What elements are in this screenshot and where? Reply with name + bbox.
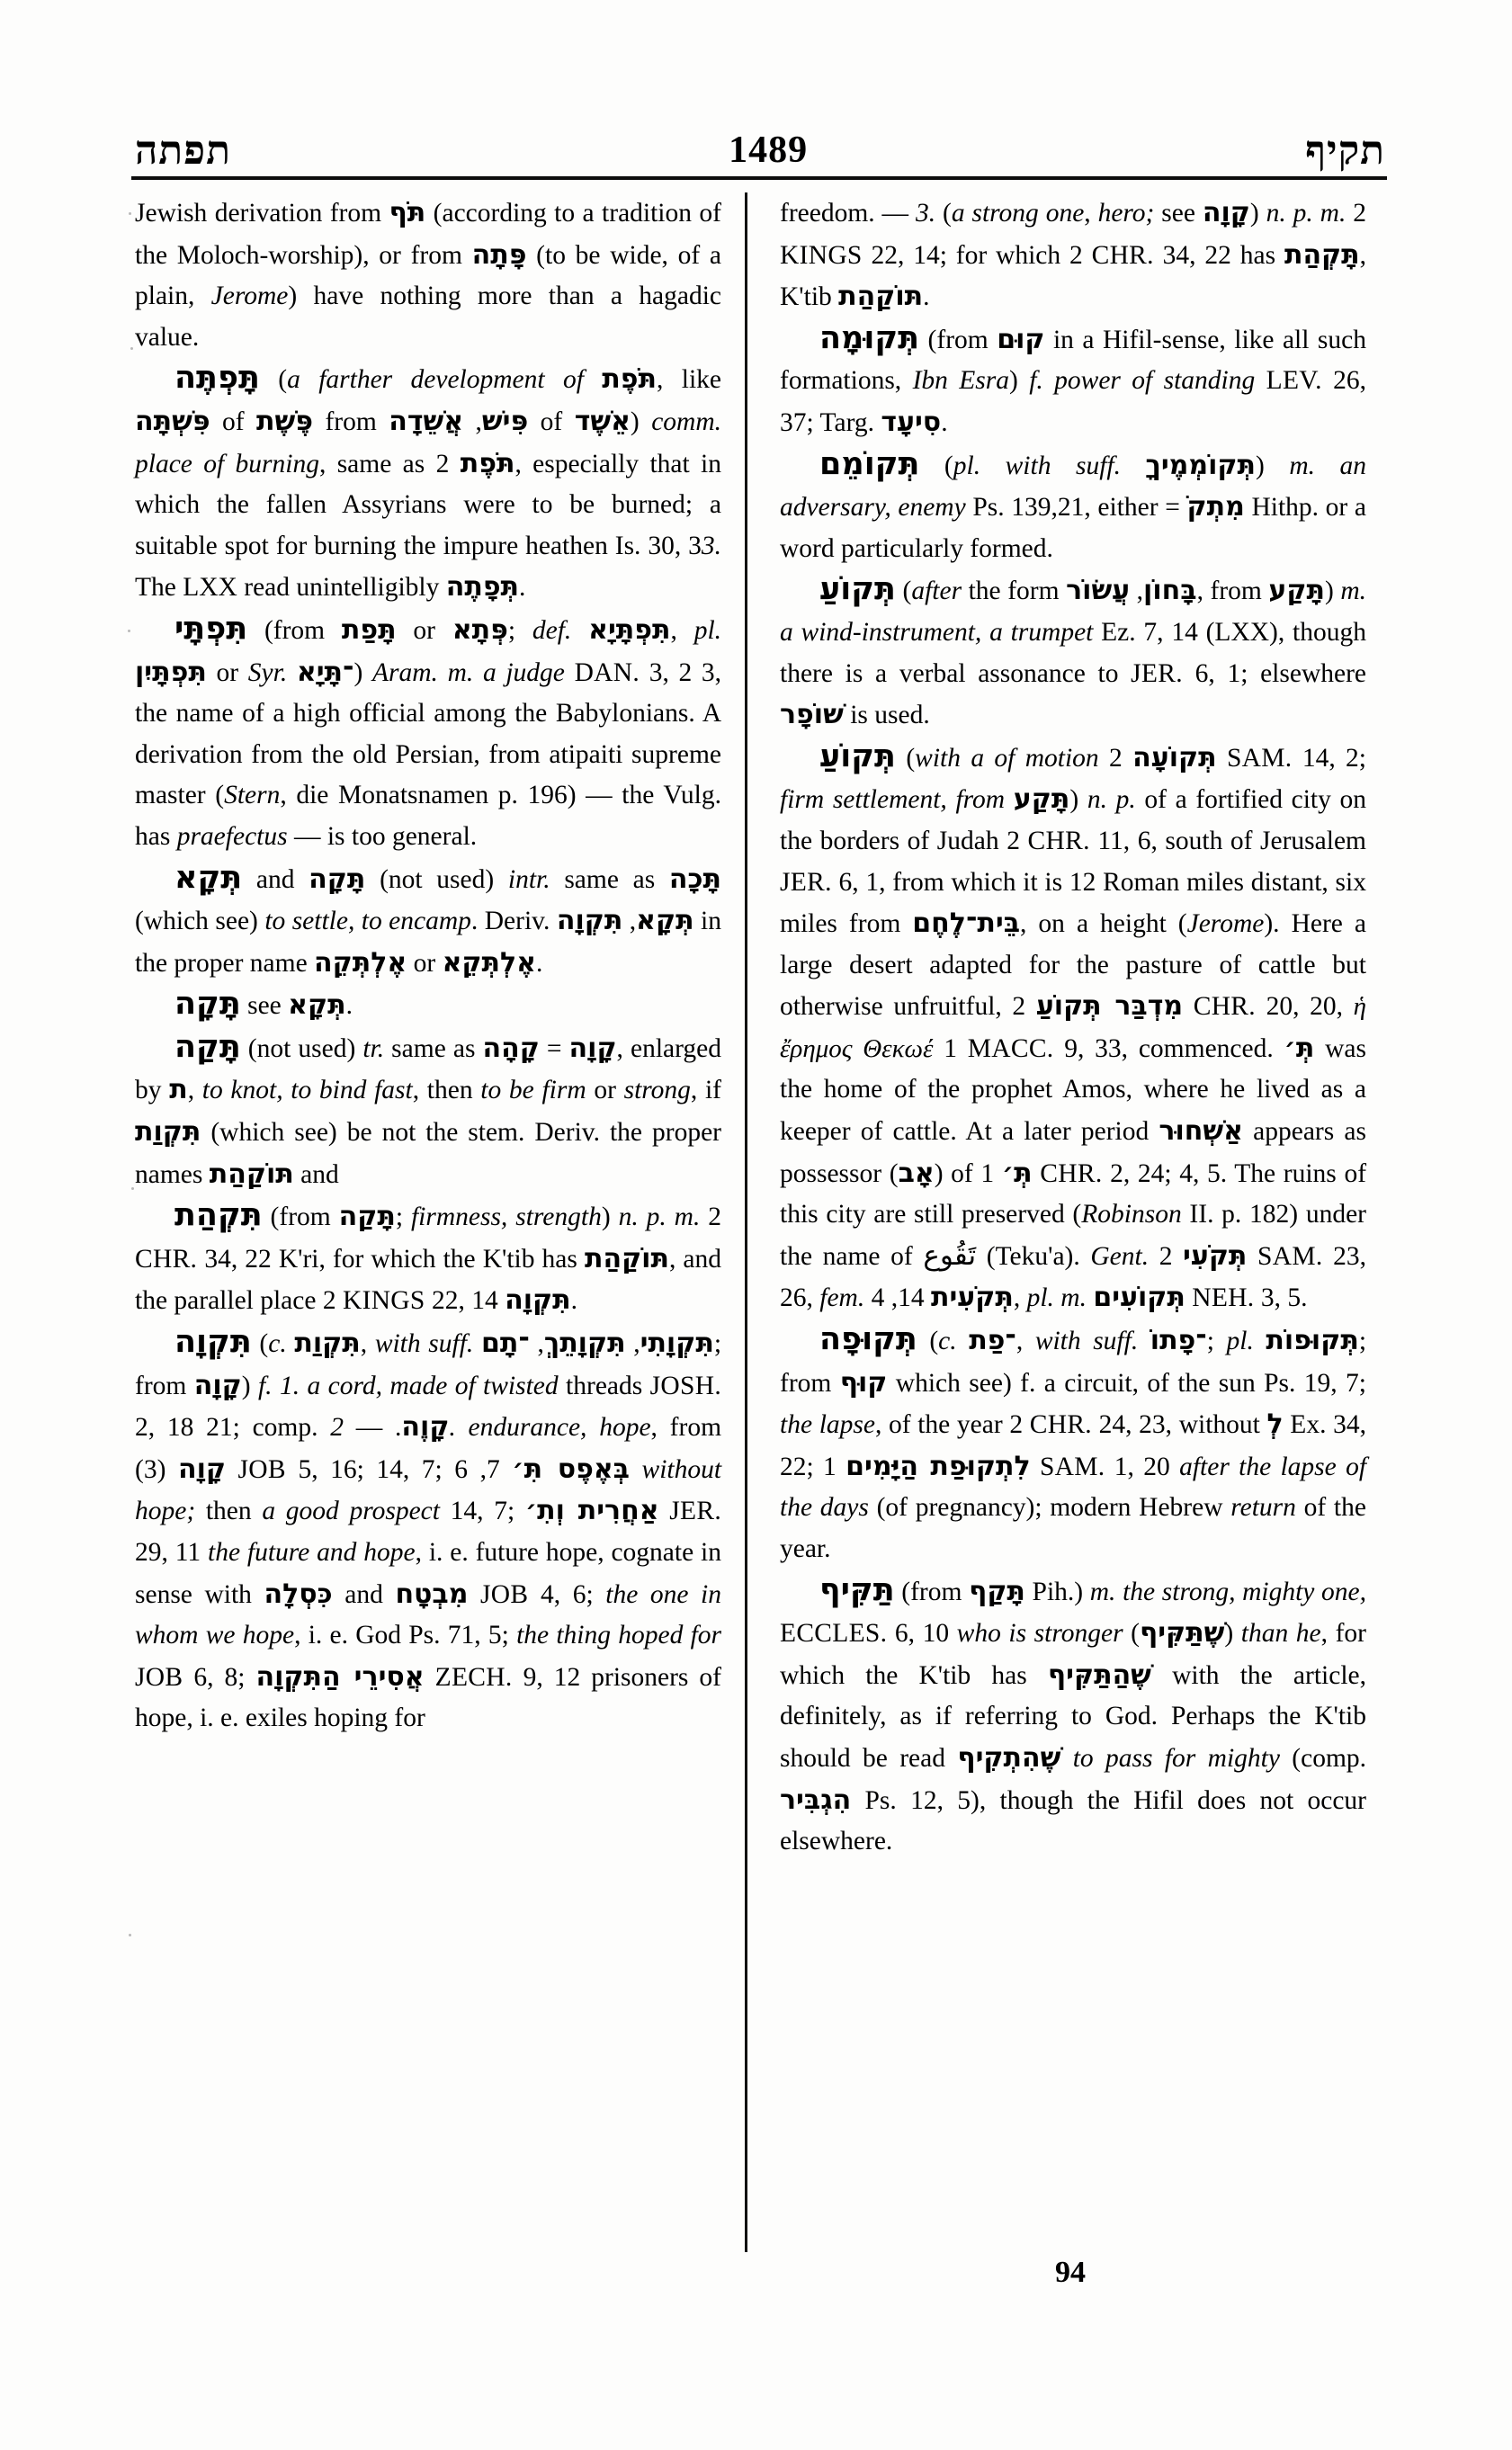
hebrew-word: תְּ׳	[1001, 1157, 1033, 1189]
dictionary-entry: תְּקוּפָה (c. ־פַת, with suff. ־פָתוֹ; pl. תְּקוּפוֹת; from קוּף which see) f. a circuit, of the sun Ps. 19, 7; the lapse, of the year 2 CHR. 24, 23, without לְ Ex. 34, 22; לִתְקוּפַת הַיָּמִים 1 SAM. 1, 20 after the lapse of the days (of pregnancy); modern Hebrew return of the year.	[780, 1321, 1367, 1563]
hebrew-word: אַשְׁחוּר	[1159, 1115, 1243, 1148]
hebrew-word: שֶׁהַתַּקִּיף	[1047, 1659, 1151, 1691]
hebrew-word: תִּפְתָּיִן	[135, 656, 207, 688]
hebrew-word: תָּקַף	[969, 1575, 1025, 1607]
hebrew-word: בֵּית־לֶחֶם	[912, 908, 1021, 940]
scan-speck	[131, 1187, 134, 1190]
hebrew-word: תָּקַה	[338, 1201, 396, 1233]
signature-number: 94	[1055, 2256, 1086, 2289]
hebrew-word: תִּקְהַת	[174, 1197, 263, 1234]
hebrew-word: תְּקוֹעַ	[819, 571, 896, 608]
hebrew-word: אֲשֵׁדָה	[389, 405, 464, 437]
running-head-left-hebrew: תפתה	[135, 129, 231, 173]
running-head	[135, 101, 1385, 171]
hebrew-word: תְּקוֹעִים	[1093, 1282, 1185, 1314]
hebrew-word: תְּקָא	[174, 859, 243, 896]
hebrew-word: תּוֹקַהַת	[584, 1242, 669, 1274]
hebrew-word: אֶלְתְּקֵה	[314, 946, 407, 979]
running-head-right-hebrew: תקיף	[1305, 129, 1385, 173]
hebrew-word: תָּפְתֶּה	[174, 360, 260, 397]
greek-phrase: ἡ ἔρημος Θεκωέ	[780, 992, 1367, 1063]
hebrew-word: פְּתָא	[452, 613, 508, 646]
hebrew-word: מִתְקֹ	[1186, 491, 1245, 523]
hebrew-word: תְּקוֹעָה	[1132, 741, 1217, 773]
hebrew-word: תְּקוּפָה	[819, 1321, 917, 1358]
hebrew-word: תָּכָה	[668, 863, 722, 895]
hebrew-word: לִתְקוּפַת הַיָּמִים	[845, 1450, 1031, 1482]
hebrew-word: תְּקֹעִית	[930, 1282, 1014, 1314]
hebrew-word: עֲשׂוֹר	[1066, 575, 1131, 607]
hebrew-word: קָוָה	[193, 1369, 242, 1401]
dictionary-entry: תִּקְוָה (c. תִּקְוַת, with suff. תִּקְוָתִי, תִּקְוָתֵךְ, ־תָם ; from קָוָה) f. 1. a cord, made of twisted threads JOSH. 2, 18 21; comp. קָוֶה. — 2. endurance, hope, from קָוָה (3) JOB 5, 16; 14, 7; בְּאֶפֶס תִּ׳ 7, 6 without hope; then a good prospect 14, 7; אַחֲרִית וְתִ׳ JER. 29, 11 the future and hope, i. e. future hope, cognate in sense with כִּסְלָה and מִבְטָח JOB 4, 6; the one in whom we hope, i. e. God Ps. 71, 5; the thing hoped for JOB 6, 8; אֲסִירֵי הַתִּקְוָה ZECH. 9, 12 prisoners of hope, i. e. exiles hoping for	[135, 1324, 722, 1733]
hebrew-word: תָּפַת	[341, 613, 397, 646]
hebrew-word: תָּקָה	[174, 986, 241, 1023]
hebrew-word: תִּפְתָּי	[174, 610, 248, 647]
dictionary-entry: תְּקוֹמֵם (pl. with suff. תְּקוֹמְמֶיךָ) m. an adversary, enemy Ps. 139,21, either = מִתְקֹ Hithp. or a word particularly formed.	[780, 445, 1367, 563]
hebrew-word: קָוָה	[568, 1032, 617, 1064]
hebrew-word: תּוֹקַהַת	[209, 1158, 294, 1190]
hebrew-word: תֹּפֶת	[460, 447, 515, 479]
hebrew-word: תִּקְוַת	[294, 1328, 361, 1360]
hebrew-word: סִיעָד	[881, 406, 942, 438]
hebrew-word: תִּפְתָּיָא	[588, 613, 671, 646]
dictionary-entry: תָּפְתֶּה (a farther development of תֹּפֶת, like פִּשְׁתָּה of פֶּשֶׁת from פִּישׁ, אֲשֵׁדָה of אֵשֶׁד) comm. place of burning, same as תֹּפֶת 2, especially that in which the fallen Assyrians were to be burned; a suitable spot for burning the impure heathen Is. 30, 33. The LXX read unintelligibly תְּפָתֶה.	[135, 360, 722, 604]
hebrew-word: תְּפָתֶה	[445, 571, 520, 604]
hebrew-word: תּוֹקַהַת	[838, 281, 924, 313]
hebrew-word: קָוָה	[1202, 197, 1250, 228]
hebrew-word: תָּקַע	[1013, 783, 1070, 816]
hebrew-word: תְּקָא	[288, 989, 346, 1022]
hebrew-word: קָהָה	[482, 1032, 540, 1064]
page-number: 1489	[729, 130, 809, 171]
hebrew-word: שֶׁתַּקִּיף	[1139, 1617, 1225, 1650]
arabic-word: تَقُوع	[923, 1238, 977, 1272]
paragraph: Jewish derivation from תֹּף (according to a tradition of the Moloch-worship), or from פָּתָה (to be wide, of a plain, Jerome) have nothing more than a hagadic value.	[135, 197, 721, 352]
hebrew-word: תֹּף	[389, 197, 426, 228]
dictionary-entry: תָּקַה (not used) tr. same as קָוָה = קָהָה , enlarged by ת, to knot, to bind fast, then to be firm or strong, if תִּקְוַת (which see) be not the stem. Deriv. the proper names תּוֹקַהַת and	[135, 1028, 721, 1190]
hebrew-word: ת	[169, 1074, 188, 1106]
hebrew-word: בָּחוֹן	[1143, 575, 1197, 607]
hebrew-word: לְ	[1266, 1408, 1284, 1441]
hebrew-word: אָב	[898, 1157, 935, 1189]
hebrew-word: תִּקְוָה	[505, 1284, 571, 1317]
hebrew-word: תְּקוּמָה	[819, 319, 920, 356]
hebrew-word: פִּישׁ	[481, 405, 529, 437]
left-column	[135, 192, 745, 2252]
hebrew-word: אַחֲרִית וְתִ׳	[524, 1495, 659, 1527]
hebrew-word: אֶלְתְּקֵא	[442, 946, 536, 979]
paragraph: freedom. — 3. (a strong one, hero; see קָוָה) n. p. m. 2 KINGS 22, 14; for which 2 CHR. 34, 22 has תָּקְהַת, K'tib תּוֹקַהַת.	[780, 197, 1367, 313]
dictionary-entry: תַּקִּיף (from תָּקַף Pih.) m. the strong, mighty one, ECCLES. 6, 10 who is stronger (שֶׁתַּקִּיף) than he, for which the K'tib has שֶׁהַתַּקִּיף with the article, definitely, as if referring to God. Perhaps the K'tib should be read שֶׁהִתְקִיף to pass for mighty (comp. הִגְבִּיר Ps. 12, 5), though the Hifil does not occur elsewhere.	[780, 1571, 1367, 1856]
hebrew-word: תְּקוֹמְמֶיךָ	[1145, 449, 1256, 481]
hebrew-word: תָּקַה	[174, 1028, 241, 1065]
dictionary-entry: תְּקוֹעַ (with a of motion תְּקוֹעָה 2 SAM. 14, 2; firm settlement, from תָּקַע) n. p. of a fortified city on the borders of Judah 2 CHR. 11, 6, south of Jerusalem JER. 6, 1, from which it is 12 Roman miles distant, six miles from בֵּית־לֶחֶם, on a height (Jerome). Here a large desert adapted for the pasture of cattle but otherwise unfruitful, מִדְבַּר תְּקוֹעַ 2 CHR. 20, 20, ἡ ἔρημος Θεκωέ 1 MACC. 9, 33, commenced. תְּ׳ was the home of the prophet Amos, where he lived as a keeper of cattle. At a later period אַשְׁחוּר appears as possessor (אָב) of תְּ׳ 1 CHR. 2, 24; 4, 5. The ruins of this city are still preserved (Robinson II. p. 182) under the name of تَقُوع (Teku'a). Gent. תְּקֹעִי 2 SAM. 23, 26, fem. תְּקֹעִית 14, 4, pl. m. תְּקוֹעִים NEH. 3, 5.	[780, 738, 1367, 1314]
hebrew-word: פֶּשֶׁת	[256, 405, 314, 437]
dictionary-entry: תְּקוּמָה (from קוּם in a Hifil-sense, like all such formations, Ibn Esra) f. power of standing LEV. 26, 37; Targ. סִיעָד.	[780, 319, 1367, 438]
hebrew-word: קוּף	[839, 1366, 888, 1399]
hebrew-word: קָוֶה	[401, 1411, 450, 1444]
hebrew-word: מִדְבַּר תְּקוֹעַ	[1035, 990, 1184, 1023]
hebrew-word: תִּקְוָתֵךְ	[543, 1328, 626, 1360]
hebrew-word: תְּקוֹעַ	[819, 738, 896, 774]
dictionary-entry: תְּקוֹעַ (after the form בָּחוֹן, עֲשׂוֹר , from תָּקַע) m. a wind-instrument, a trumpet Ez. 7, 14 (LXX), though there is a verbal assonance to JER. 6, 1; elsewhere שׁוֹפָר is used.	[780, 571, 1367, 731]
right-column	[745, 192, 1366, 2252]
dictionary-entry: תִּקְהַת (from תָּקַה; firmness, strength) n. p. m. 2 CHR. 34, 22 K'ri, for which the K'tib has תּוֹקַהַת, and the parallel place 2 KINGS 22, 14 תִּקְוָה.	[135, 1197, 722, 1317]
hebrew-word: תֹּפֶת	[602, 363, 658, 396]
hebrew-word: אֵשֶׁד	[574, 405, 631, 437]
hebrew-word: תְּקָא	[636, 905, 694, 937]
hebrew-word: מִבְטָח	[395, 1578, 469, 1610]
hebrew-word: קוּם	[997, 323, 1045, 355]
hebrew-word: בְּאֶפֶס תִּ׳	[512, 1453, 630, 1485]
dictionary-entry: תִּפְתָּי (from תָּפַת or פְּתָא; def. תִּפְתָּיָא, pl. תִּפְתָּיִן or Syr. ־תָּיָא) Aram. m. a judge DAN. 3, 2 3, the name of a high official among the Babylonians. A derivation from the old Persian, from atipaiti supreme master (Stern, die Monatsnamen p. 196) — the Vulg. has praefectus — is too general.	[135, 610, 722, 851]
hebrew-word: תְּ׳	[1284, 1032, 1315, 1064]
hebrew-word: שׁוֹפָר	[780, 699, 844, 731]
hebrew-word: תַּקִּיף	[819, 1571, 895, 1608]
hebrew-word: תִּקְוָתִי	[640, 1328, 714, 1360]
scan-speck	[129, 212, 131, 215]
dictionary-entry: תְּקָא and תָּקָה (not used) intr. same as תָּכָה (which see) to settle, to encamp. Deriv. תְּקָא, תִּקְוָה in the proper name אֶלְתְּקֵה or אֶלְתְּקֵא.	[135, 859, 722, 979]
hebrew-word: תְּקֹעִי	[1183, 1239, 1248, 1272]
hebrew-word: קָוָה	[177, 1453, 226, 1485]
scan-speck	[130, 347, 133, 350]
hebrew-word: תִּקְוַת	[135, 1116, 201, 1149]
hebrew-word: תָּקַע	[1268, 575, 1325, 607]
hebrew-word: פָּתָה	[471, 238, 527, 271]
hebrew-word: ־פַת	[969, 1325, 1016, 1357]
hebrew-word: תָּקָה	[309, 863, 366, 895]
hebrew-word: תָּקְהַת	[1284, 238, 1360, 271]
hebrew-word: תְּקוֹמֵם	[819, 445, 920, 482]
hebrew-word: תִּקְוָה	[174, 1324, 252, 1361]
header-rule	[131, 176, 1387, 180]
hebrew-word: כִּסְלָה	[264, 1578, 333, 1610]
hebrew-word: תִּקְוָה	[556, 905, 623, 937]
scan-speck	[129, 1934, 131, 1936]
hebrew-word: ־תָּיָא	[296, 656, 354, 688]
two-column-body	[135, 192, 1387, 2252]
scan-speck	[128, 630, 130, 632]
dictionary-entry: תָּקָה see תְּקָא.	[174, 986, 353, 1023]
hebrew-word: פִּשְׁתָּה	[135, 405, 210, 437]
hebrew-word: אֲסִירֵי הַתִּקְוָה	[255, 1660, 425, 1693]
hebrew-word: ־פָתוֹ	[1150, 1325, 1207, 1357]
hebrew-word: הִגְבִּיר	[780, 1784, 852, 1816]
hebrew-word: תְּקוּפוֹת	[1266, 1325, 1359, 1357]
hebrew-word: ־תָם	[480, 1328, 530, 1360]
hebrew-word: שֶׁהִתְקִיף	[957, 1741, 1061, 1774]
